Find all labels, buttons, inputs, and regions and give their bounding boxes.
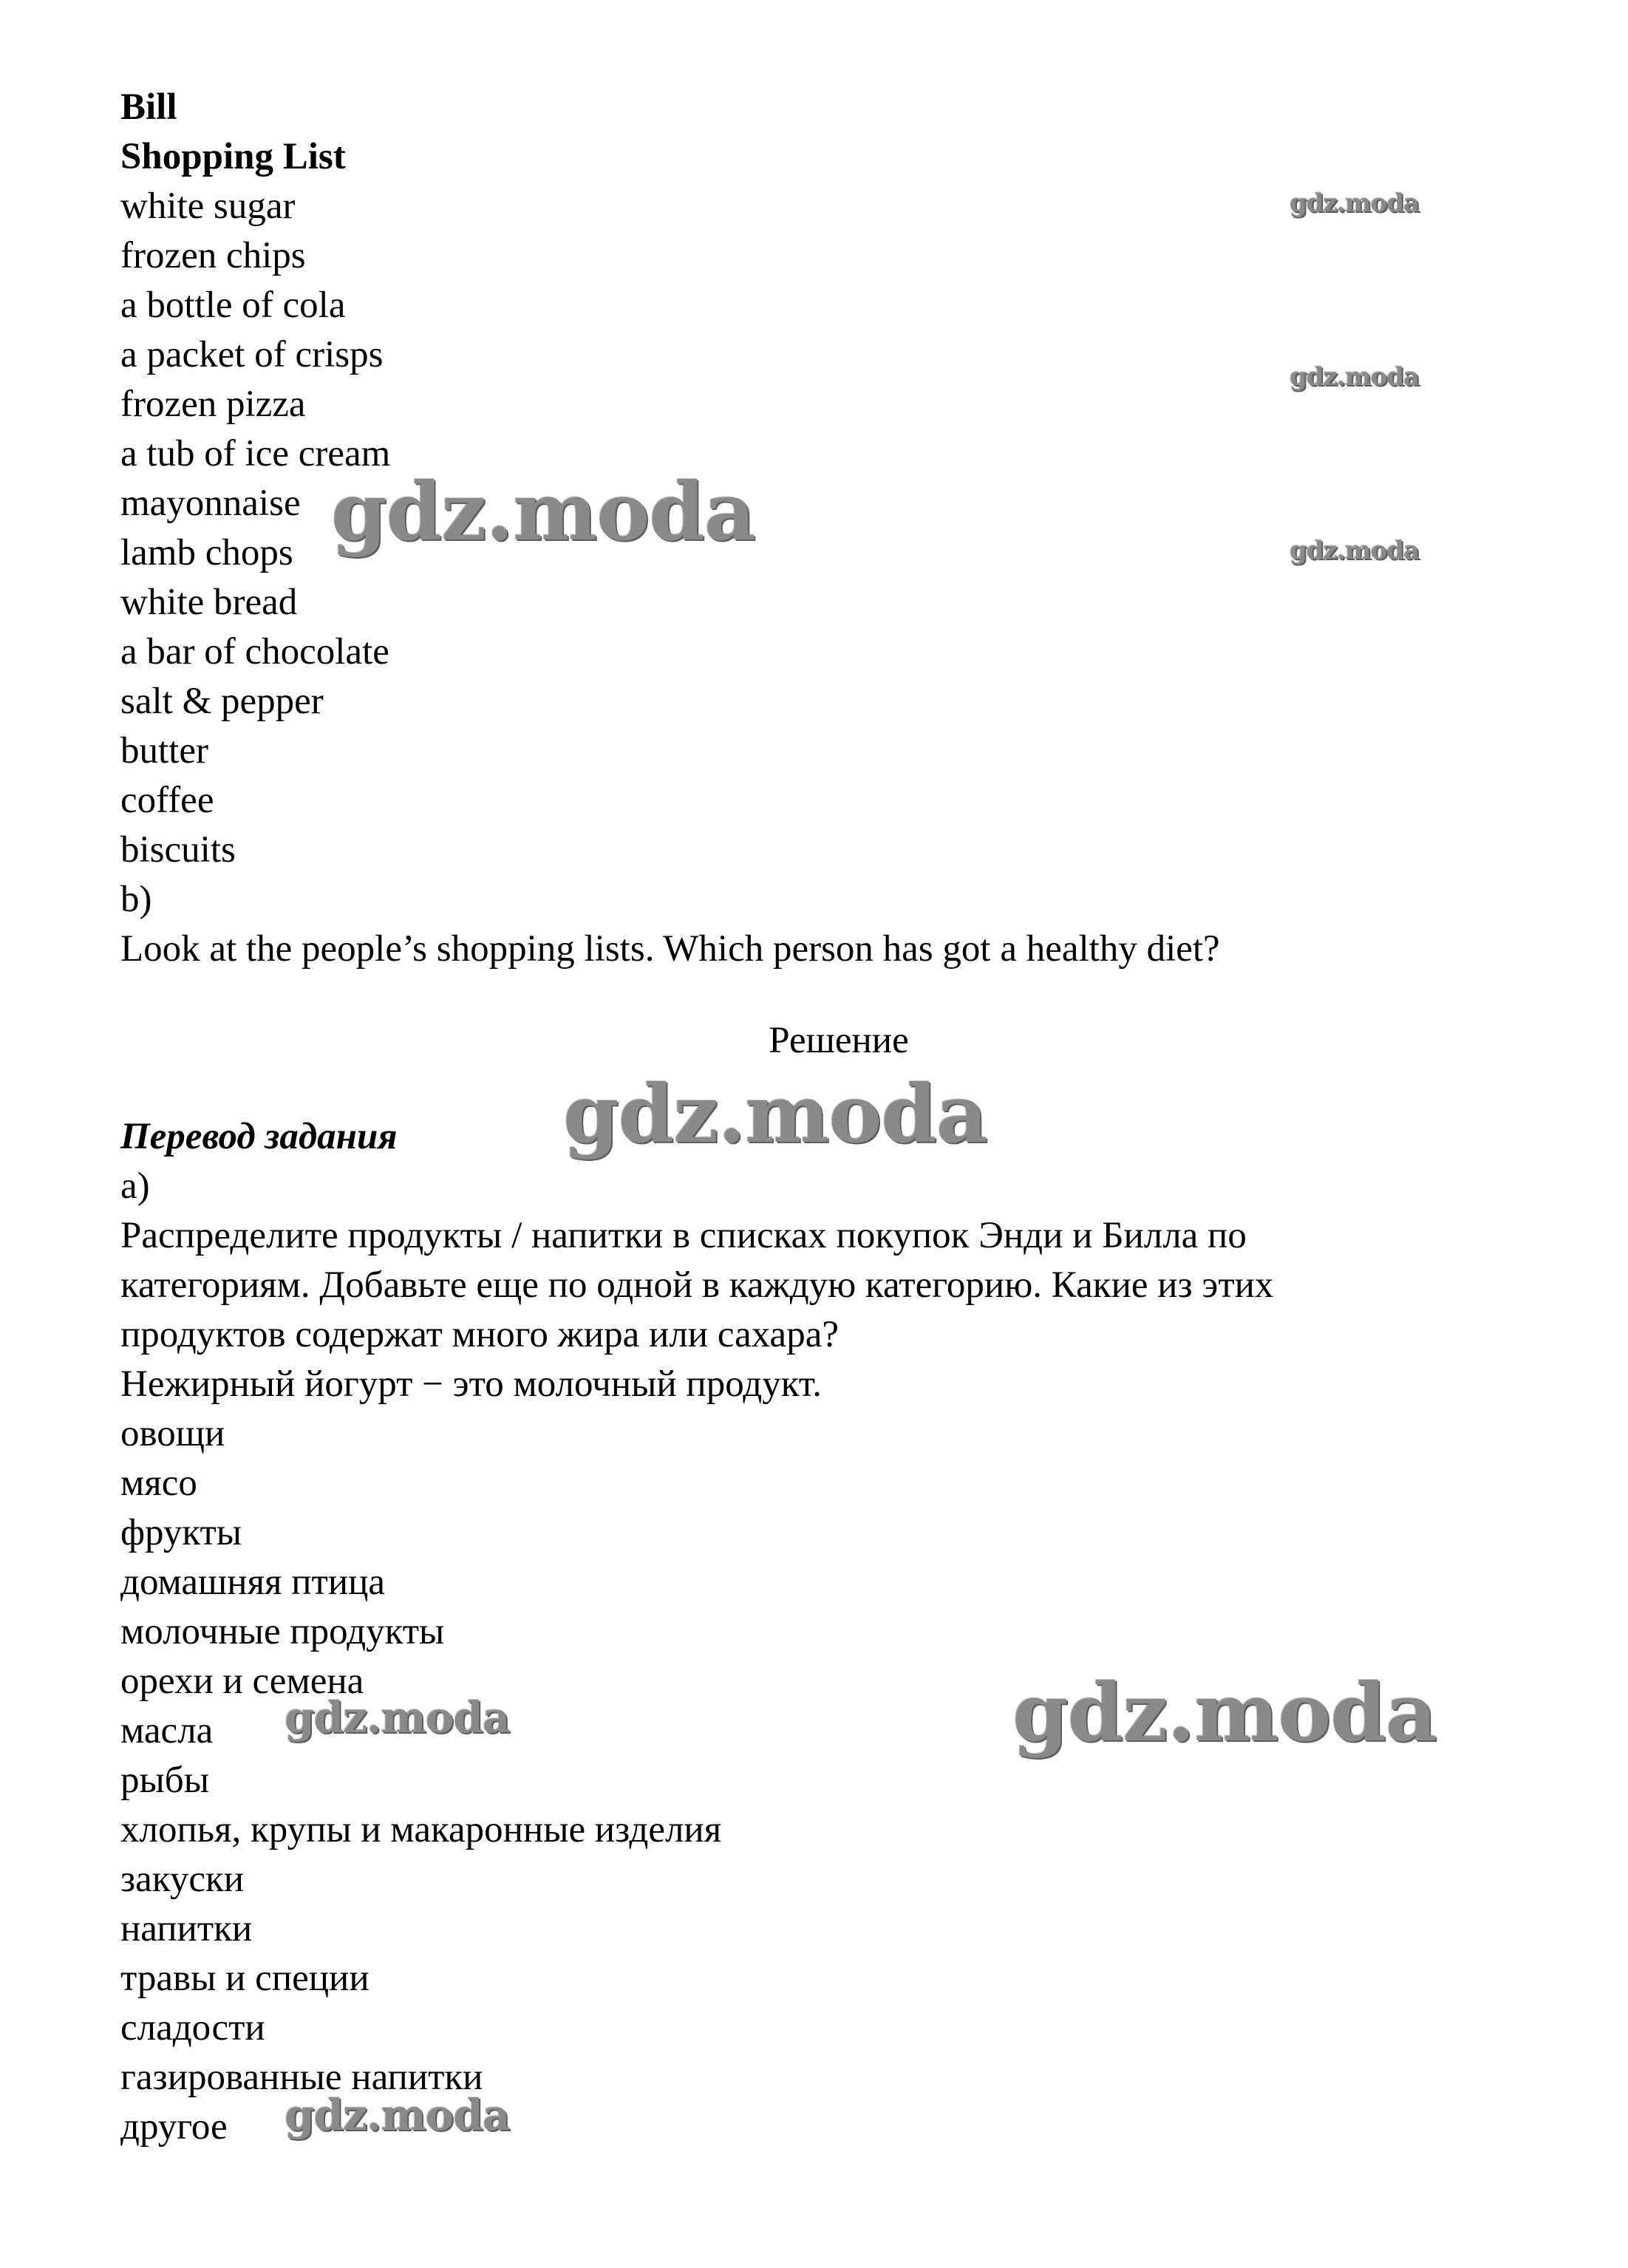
watermark: gdz.moda	[563, 1068, 987, 1161]
example-line: Нежирный йогурт − это молочный продукт.	[120, 1363, 822, 1405]
list-item: biscuits	[120, 829, 236, 871]
category-item: закуски	[120, 1859, 245, 1900]
list-item: white bread	[120, 582, 298, 623]
instruction-line: категориям. Добавьте еще по одной в каждую категорию. Какие из этих	[120, 1264, 1274, 1306]
watermark: gdz.moda	[331, 466, 755, 559]
list-item: a packet of crisps	[120, 334, 384, 375]
list-item: white sugar	[120, 185, 296, 227]
category-item: орехи и семена	[120, 1661, 364, 1702]
category-item: масла	[120, 1710, 214, 1751]
category-item: домашняя птица	[120, 1562, 386, 1603]
list-item: coffee	[120, 780, 214, 821]
list-item: a bottle of cola	[120, 285, 346, 326]
part-a-label: a)	[120, 1165, 150, 1207]
category-item: рыбы	[120, 1760, 209, 1801]
list-item: a tub of ice cream	[120, 433, 391, 474]
part-b-label: b)	[120, 879, 152, 920]
part-b-question: Look at the people’s shopping lists. Which person has got a healthy diet?	[120, 928, 1220, 970]
list-item: mayonnaise	[120, 483, 301, 524]
list-item: salt & pepper	[120, 681, 324, 722]
instruction-line: продуктов содержат много жира или сахара?	[120, 1314, 839, 1355]
list-item: butter	[120, 730, 208, 772]
category-item: овощи	[120, 1413, 225, 1454]
category-item: мясо	[120, 1462, 197, 1504]
instruction-line: Распределите продукты / напитки в списках покупок Энди и Билла по	[120, 1215, 1247, 1256]
category-item: фрукты	[120, 1512, 242, 1553]
person-name: Bill	[120, 86, 177, 128]
watermark: gdz.moda	[285, 2090, 510, 2140]
watermark: gdz.moda	[1290, 536, 1420, 565]
category-item: газированные напитки	[120, 2057, 483, 2098]
category-item: сладости	[120, 2007, 265, 2049]
category-item: молочные продукты	[120, 1611, 445, 1652]
watermark: gdz.moda	[285, 1692, 510, 1743]
category-item: хлопья, крупы и макаронные изделия	[120, 1809, 722, 1850]
category-item: травы и специи	[120, 1958, 369, 1999]
watermark: gdz.moda	[1290, 188, 1420, 218]
solution-title: Решение	[769, 1020, 909, 1061]
category-item: другое	[120, 2106, 228, 2148]
category-item: напитки	[120, 1908, 253, 1949]
list-item: lamb chops	[120, 532, 293, 573]
translation-title: Перевод задания	[120, 1116, 398, 1157]
list-title: Shopping List	[120, 136, 346, 177]
list-item: frozen chips	[120, 235, 306, 276]
list-item: frozen pizza	[120, 384, 306, 425]
watermark: gdz.moda	[1012, 1666, 1437, 1760]
watermark: gdz.moda	[1290, 362, 1420, 392]
list-item: a bar of chocolate	[120, 631, 389, 672]
